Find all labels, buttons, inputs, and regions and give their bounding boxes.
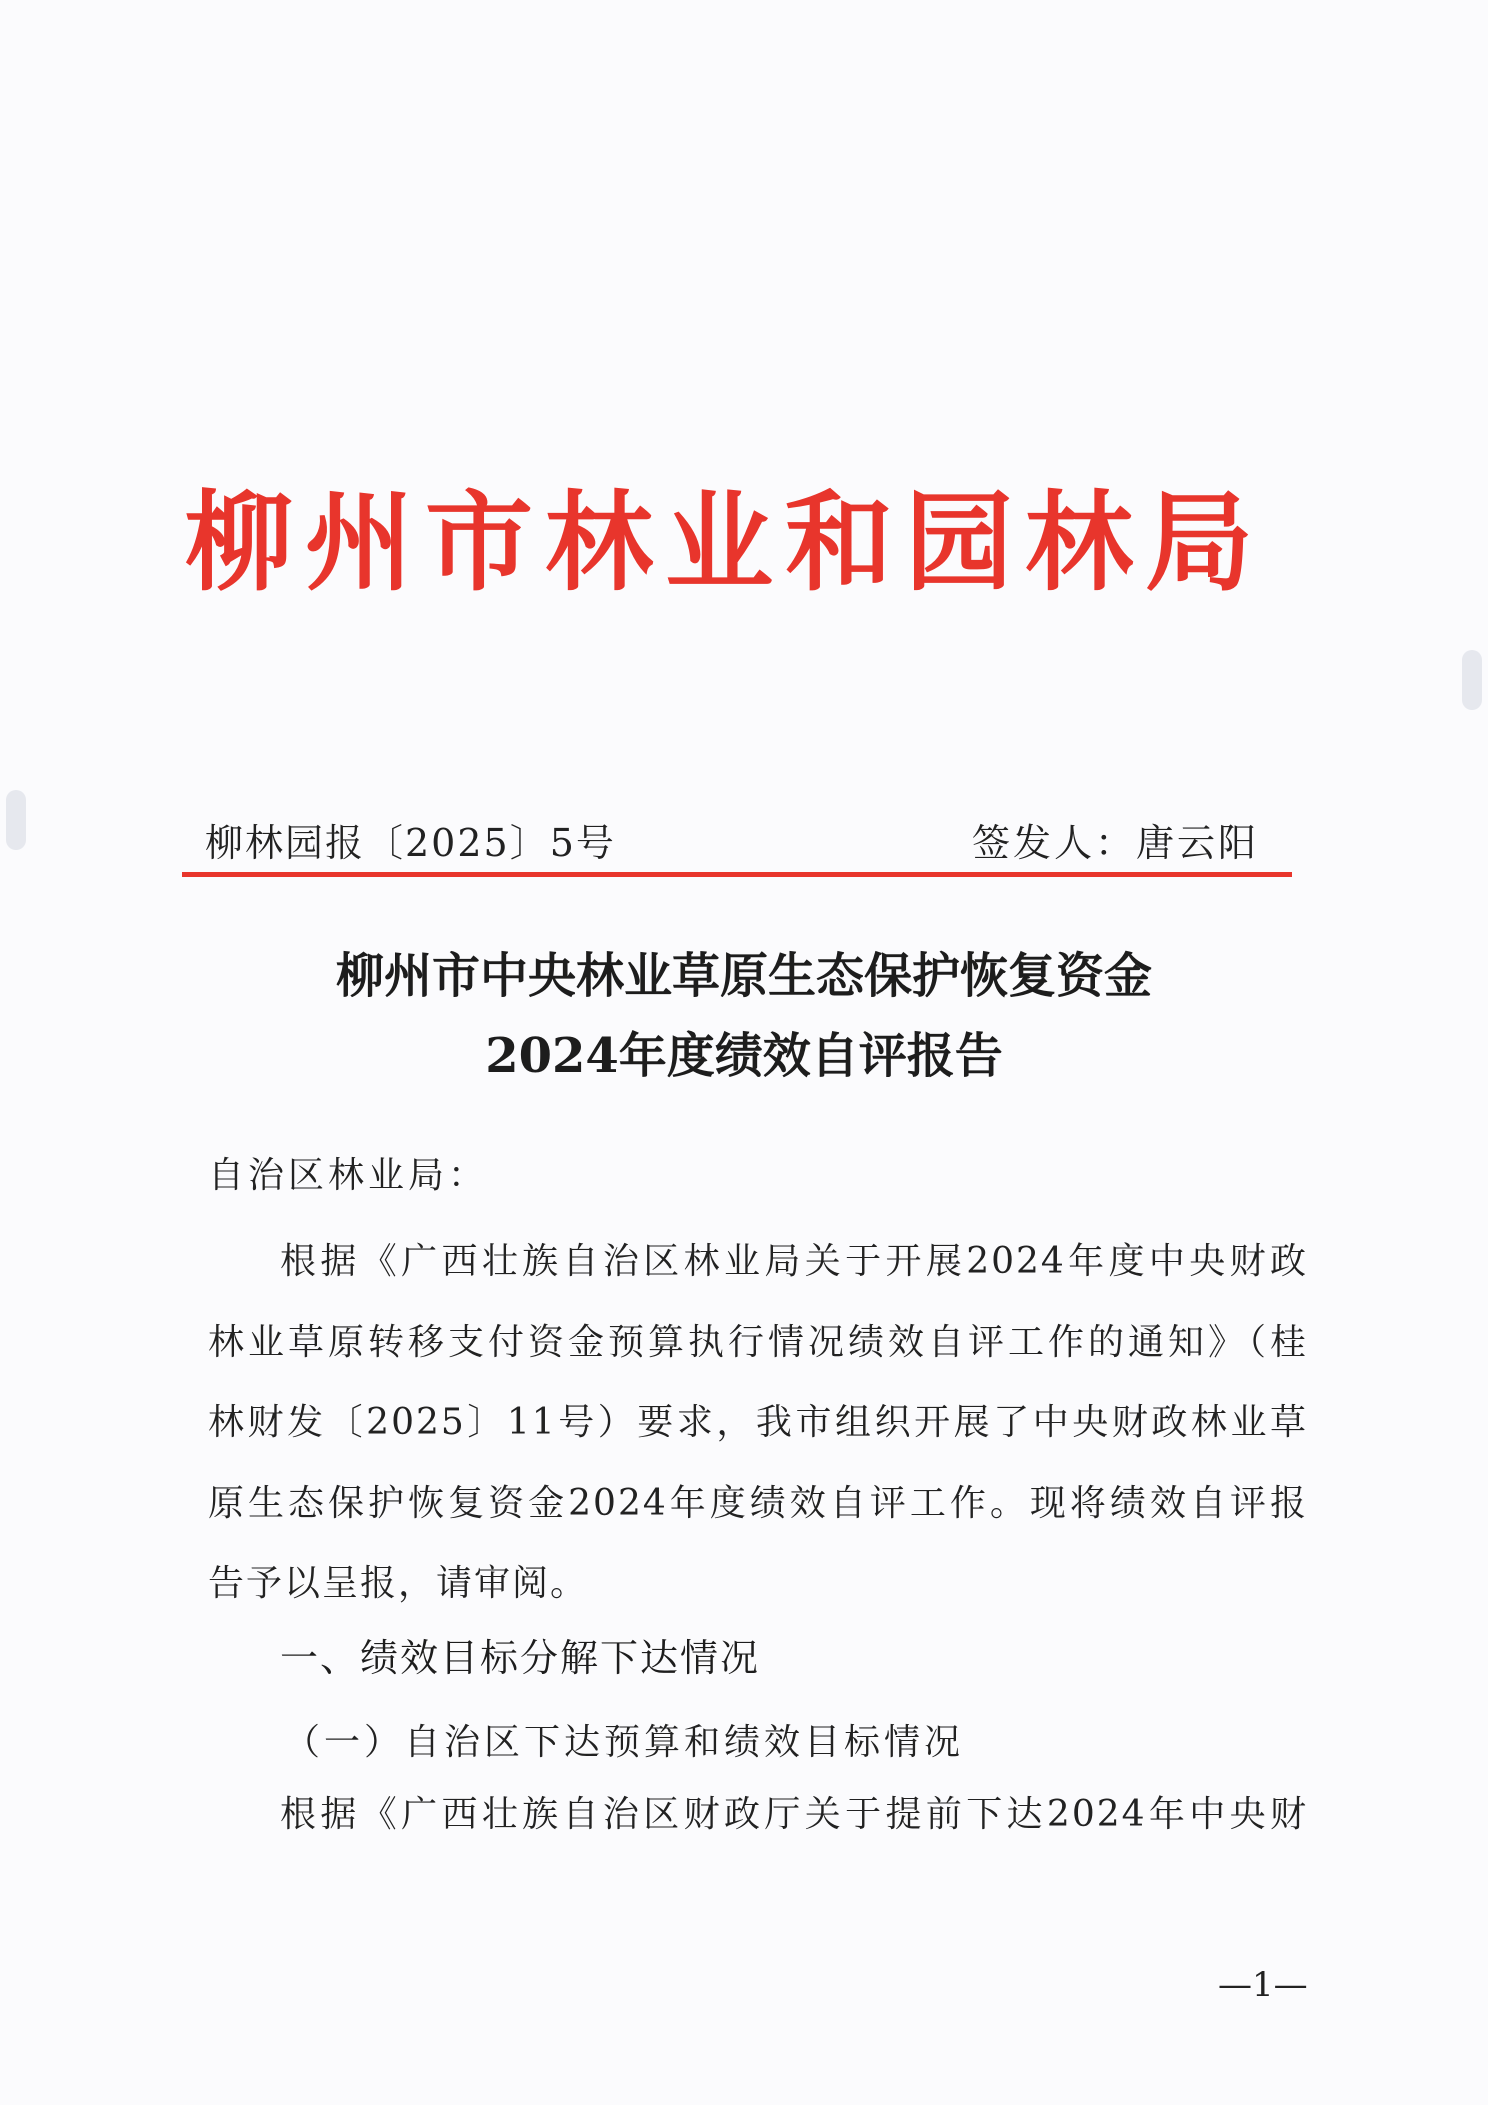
title-line-1: 柳州市中央林业草原生态保护恢复资金 xyxy=(335,948,1152,1004)
doc-number: 柳林园报〔2025〕5号 xyxy=(205,821,616,865)
subsection-heading-1: （一）自治区下达预算和绩效目标情况 xyxy=(284,1722,965,1763)
scan-mark-right xyxy=(1462,650,1482,710)
paragraph-1-line: 根据《广西壮族自治区林业局关于开展2024年度中央财政 xyxy=(280,1241,1308,1282)
section-heading-1: 一、绩效目标分解下达情况 xyxy=(280,1636,761,1680)
red-divider-line xyxy=(182,872,1292,877)
paragraph-1 xyxy=(208,1222,1308,1625)
org-header: 柳州市林业和园林局 xyxy=(185,480,1266,606)
paragraph-1-line: 林财发〔2025〕11号）要求，我市组织开展了中央财政林业草 xyxy=(208,1402,1308,1443)
title-line-2: 2024年度绩效自评报告 xyxy=(485,1028,1003,1084)
page-number: —1— xyxy=(1218,1965,1308,2005)
signer: 签发人：唐云阳 xyxy=(972,821,1260,865)
paragraph-1-line: 告予以呈报，请审阅。 xyxy=(208,1563,589,1604)
document-title xyxy=(140,936,1348,1096)
scan-mark-left xyxy=(6,790,26,850)
paragraph-1-line: 林业草原转移支付资金预算执行情况绩效自评工作的通知》（桂 xyxy=(208,1321,1308,1363)
paragraph-1-line: 原生态保护恢复资金2024年度绩效自评工作。现将绩效自评报 xyxy=(208,1482,1308,1524)
salutation: 自治区林业局： xyxy=(208,1155,489,1196)
paragraph-2: 根据《广西壮族自治区财政厅关于提前下达2024年中央财 xyxy=(280,1794,1308,1835)
